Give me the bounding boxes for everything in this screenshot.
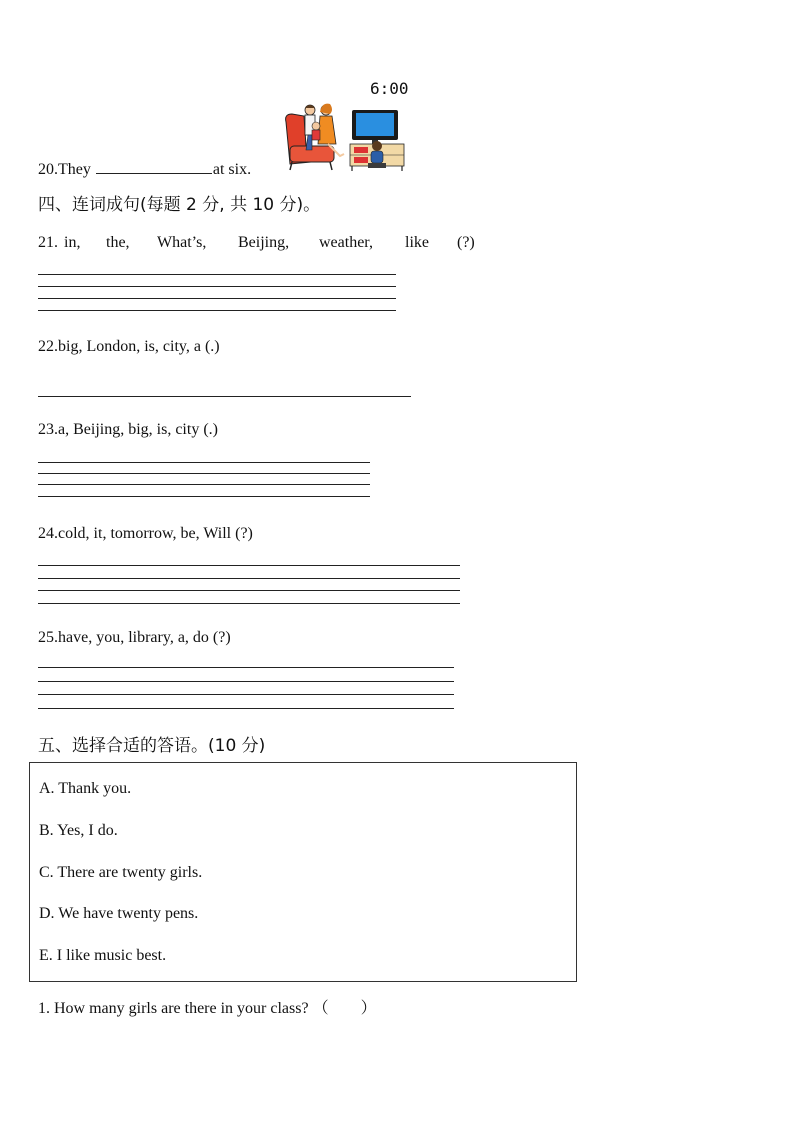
answer-line[interactable] [38,484,370,485]
word: (?) [457,234,475,251]
answer-line[interactable] [38,496,370,497]
answer-line[interactable] [38,681,454,682]
option-e: E. I like music best. [39,947,167,964]
question-text: cold, it, tomorrow, be, Will (?) [58,525,253,542]
word: Beijing, [238,234,290,251]
answer-line[interactable] [38,565,460,566]
word: like [405,234,429,251]
question-22 [38,338,220,356]
question-25 [38,629,231,647]
option-c: C. There are twenty girls. [39,864,203,881]
option-a: A. Thank you. [39,780,132,797]
answer-line[interactable] [38,473,370,474]
answer-line[interactable] [38,590,460,591]
answer-line[interactable] [38,578,460,579]
question-20 [38,159,251,179]
section-4-heading: 四、连词成句(每题 2 分, 共 10 分)。 [38,195,321,215]
section-5-heading: 五、选择合适的答语。(10 分) [38,736,266,756]
answer-options-box [29,762,577,982]
answer-line[interactable] [38,708,454,709]
answer-line[interactable] [38,286,396,287]
question-number: 25. [38,629,58,646]
answer-line[interactable] [38,310,396,311]
question-number: 20. [38,161,58,178]
question-1 [38,995,377,1018]
question-text: a, Beijing, big, is, city (.) [58,421,218,438]
option-d: D. We have twenty pens. [39,905,199,922]
word: What’s, [157,234,207,251]
question-23 [38,421,218,439]
question-text: have, you, library, a, do (?) [58,629,231,646]
question-21 [38,234,488,254]
word: in, [64,234,81,251]
answer-line[interactable] [38,396,411,397]
question-number: 23. [38,421,58,438]
question-text: big, London, is, city, a (.) [58,338,220,355]
answer-line[interactable] [38,603,460,604]
question-number: 24. [38,525,58,542]
option-b: B. Yes, I do. [39,822,118,839]
answer-blank[interactable] [96,159,212,174]
word: weather, [319,234,373,251]
question-number: 22. [38,338,58,355]
answer-line[interactable] [38,462,370,463]
question-20-after: at six. [212,161,252,178]
family-watching-tv-icon [282,100,408,172]
answer-line[interactable] [38,298,396,299]
question-20-before: They [58,161,91,178]
question-text: 1. How many girls are there in your class? [38,1000,309,1017]
answer-line[interactable] [38,694,454,695]
answer-line[interactable] [38,667,454,668]
word: the, [106,234,130,251]
answer-parentheses[interactable]: （ ） [312,998,377,1017]
time-label: 6:00 [370,79,409,98]
question-number: 21. [38,234,58,251]
answer-line[interactable] [38,274,396,275]
question-24 [38,525,253,543]
